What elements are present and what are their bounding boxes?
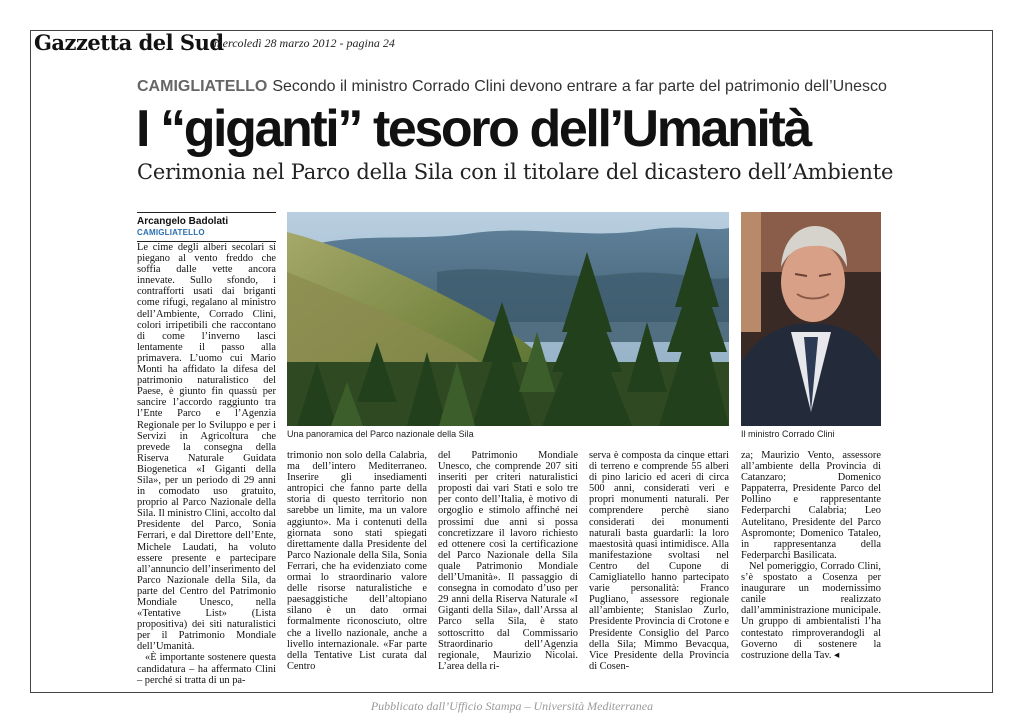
panorama-photo xyxy=(287,212,729,426)
article-column-1 xyxy=(137,242,276,686)
subheadline: Cerimonia nel Parco della Sila con il titolare del dicastero dell’Ambiente xyxy=(137,160,894,184)
byline-author: Arcangelo Badolati xyxy=(137,216,229,227)
kicker-text: Secondo il ministro Corrado Clini devono entrare a far parte del patrimonio dell’Unesco xyxy=(272,78,887,95)
article-paragraph: trimonio non solo della Calabria, ma dell’intero Mediterraneo. Inserire gli insediamenti antropici che fanno parte della storia di questo territorio non sarebbe un limite, ma un valore aggiunto». Ma i contenuti della giornata sono stati spiegati direttamente dalla Presidente del Parco Nazionale della Sila, Sonia Ferrari, che ha evidenziato come ormai lo straordinario valore delle risorse naturalistiche e paesaggistiche dell’altopiano silano è un dato ormai formalmente riconosciuto, oltre che a livello nazionale, anche a livello internazionale. «Far parte della Tentative List curata dal Centro xyxy=(287,450,427,672)
dateline: mercoledì 28 marzo 2012 - pagina 24 xyxy=(214,36,395,50)
article-column-3 xyxy=(438,450,578,672)
article-paragraph: za; Maurizio Vento, assessore all’ambiente della Provincia di Catanzaro; Domenico Pappaterra, Presidente Parco del Pollino e rappresentante Federparchi Calabria; Leo Autelitano, Presidente del Parco Aspromonte; Domenico Tataleo, in rappresentanza della Federparchi Basilicata. xyxy=(741,450,881,561)
article-column-5 xyxy=(741,450,881,661)
kicker-place: CAMIGLIATELLO xyxy=(137,78,268,95)
newspaper-masthead: Gazzetta del Sud xyxy=(34,30,224,55)
article-column-2 xyxy=(287,450,427,672)
kicker xyxy=(137,78,887,96)
headline: I “giganti” tesoro dell’Umanità xyxy=(136,100,810,158)
byline-location: CAMIGLIATELLO xyxy=(137,228,205,237)
forest-landscape-image xyxy=(287,212,729,426)
minister-portrait-image xyxy=(741,212,881,426)
portrait-caption: Il ministro Corrado Clini xyxy=(741,429,835,439)
article-column-4 xyxy=(589,450,729,672)
article-paragraph: serva è composta da cinque ettari di terreno e comprende 55 alberi di pino laricio ed aceri di circa 500 anni, considerati veri e propri monumenti naturali. Per comprendere perchè siano considerati dei monumenti naturali basta guardarli: la loro maestosità quasi intimidisce. Alla manifestazione svoltasi nel Centro del Cupone di Camigliatello hanno partecipato varie personalità: Franco Pugliano, assessore regionale all’ambiente; Stanislao Zurlo, Presidente Provincia di Crotone e Presidente Consiglio del Parco della Sila; Mimmo Bevacqua, Vice Presidente della Provincia di Cosen- xyxy=(589,450,729,672)
panorama-caption: Una panoramica del Parco nazionale della Sila xyxy=(287,429,474,439)
byline xyxy=(137,212,276,242)
article-paragraph: «È importante sostenere questa candidatura – ha affermato Clini – perché si tratta di un pa- xyxy=(137,652,276,686)
article-paragraph: Le cime degli alberi secolari si piegano al vento freddo che soffia dalle vette ancora innevate. Sullo sfondo, i contrafforti usati dai briganti come rifugi, regalano al ministro dell’Ambiente, Corrado Clini, colori irripetibili che raccontano di come l’inverno lasci lentamente il passo alla primavera. L’uomo cui Mario Monti ha affidato la difesa del patrimonio naturalistico del Paese, è giunto fin quassù per sancire l’accordo raggiunto tra l’Ente Parco e l’Agenzia Regionale per lo Sviluppo e per i Servizi in Agricoltura che prevede la consegna della Riserva Naturale Guidata Biogenetica «I Giganti della Sila», per un periodo di 29 anni in comodato uso gratuito, proprio al Parco Nazionale della Sila. Il ministro Clini, accolto dal Presidente del Parco, Sonia Ferrari, e dal Direttore dell’Ente, Michele Laudati, ha voluto essere presente e partecipare all’annuncio dell’inserimento del Parco Nazionale della Sila, da parte del Centro del Patrimonio Mondiale Unesco, nella «Tentative List» (Lista propositiva) dei siti naturalistici per il Patrimonio Mondiale dell’Umanità. xyxy=(137,242,276,653)
article-paragraph: del Patrimonio Mondiale Unesco, che comprende 207 siti inseriti per criteri naturalistici proposti dai vari Stati e solo tre per conto dell’Italia, è motivo di orgoglio e stimolo affinché nei prossimi due anni si possa concretizzare il lavoro richiesto ed ottenere così la certificazione del Parco Nazionale della Sila quale Patrimonio Mondiale dell’Umanità». Il passaggio di consegna in comodato d’uso per 29 anni della Riserva Naturale «I Giganti della Sila», dall’Arssa al Parco sella Sila, è stato sottoscritto dal Commissario Straordinario dell’Agenzia regionale, Maurizio Nicolai. L’area della ri- xyxy=(438,450,578,672)
footer-credit: Pubblicato dall’Ufficio Stampa – Università Mediterranea xyxy=(370,699,654,713)
article-paragraph: Nel pomeriggio, Corrado Clini, s’è spostato a Cosenza per inaugurare un modernissimo canile realizzato dall’amministrazione municipale. Un gruppo di ambientalisti l’ha contestato rimproverandogli al Governo di sostenere la costruzione della Tav. ◂ xyxy=(741,560,881,661)
portrait-photo xyxy=(741,212,881,426)
